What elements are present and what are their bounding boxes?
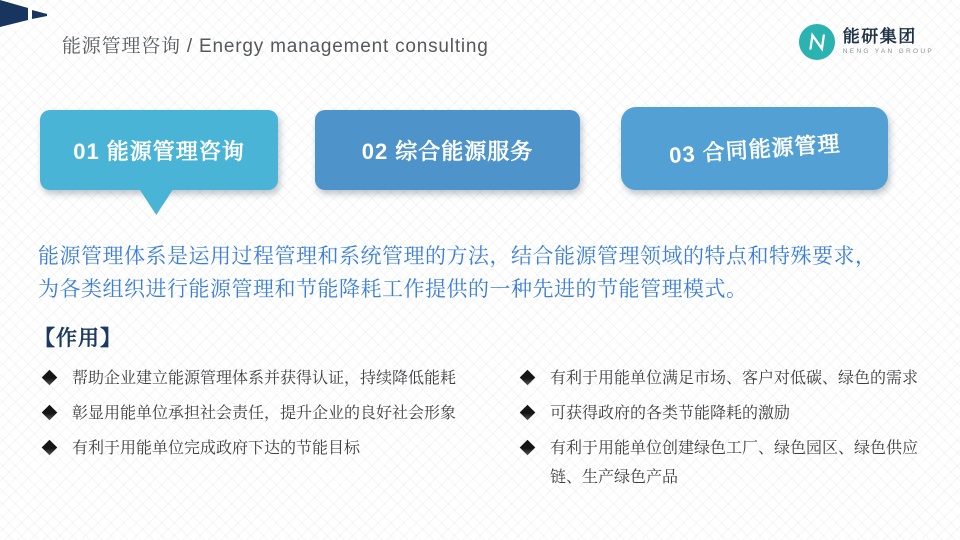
tab-energy-management-consulting[interactable] [40,110,278,190]
logo-icon [798,23,836,61]
tab-pointer-icon [139,189,173,215]
diamond-bullet-icon [42,440,58,456]
tab-integrated-energy-services[interactable] [315,110,580,190]
logo-company-name: 能研集团 [842,27,917,47]
bullet-text: 帮助企业建立能源管理体系并获得认证，持续降低能耗 [72,370,457,387]
bullet-text: 有利于用能单位完成政府下达的节能目标 [72,440,361,457]
logo-text [843,28,934,56]
list-item [520,399,932,428]
diamond-bullet-icon [520,370,536,386]
list-item [42,434,487,463]
list-item [520,434,932,492]
tab-label: 03 合同能源管理 [668,131,842,168]
list-item [42,399,487,428]
description-line: 能源管理体系是运用过程管理和系统管理的方法，结合能源管理领域的特点和特殊要求， [38,245,877,268]
bullet-text: 可获得政府的各类节能降耗的激励 [550,405,791,422]
list-item [520,364,932,393]
diamond-bullet-icon [520,440,536,456]
bullet-text: 有利于用能单位满足市场、客户对低碳、绿色的需求 [550,370,919,387]
bullet-list-right [520,364,932,498]
bullet-text: 有利于用能单位创建绿色工厂、绿色园区、绿色供应链、生产绿色产品 [550,440,919,486]
diamond-bullet-icon [42,405,58,421]
company-logo [798,23,934,61]
description-paragraph [38,240,943,306]
bullet-list-left [42,364,487,469]
description-line: 为各类组织进行能源管理和节能降耗工作提供的一种先进的节能管理模式。 [38,278,748,301]
diamond-bullet-icon [42,370,58,386]
logo-company-name-en: NENG YAN GROUP [842,48,934,56]
bullet-text: 彰显用能单位承担社会责任，提升企业的良好社会形象 [72,405,457,422]
page-title: 能源管理咨询 / Energy management consulting [62,36,489,57]
header-flag-icon [0,0,48,27]
section-heading: 【作用】 [34,327,122,350]
tab-contract-energy-management[interactable] [621,107,888,190]
tab-label: 02 综合能源服务 [361,138,534,164]
tab-label: 01 能源管理咨询 [73,138,245,164]
list-item [42,364,487,393]
diamond-bullet-icon [520,405,536,421]
